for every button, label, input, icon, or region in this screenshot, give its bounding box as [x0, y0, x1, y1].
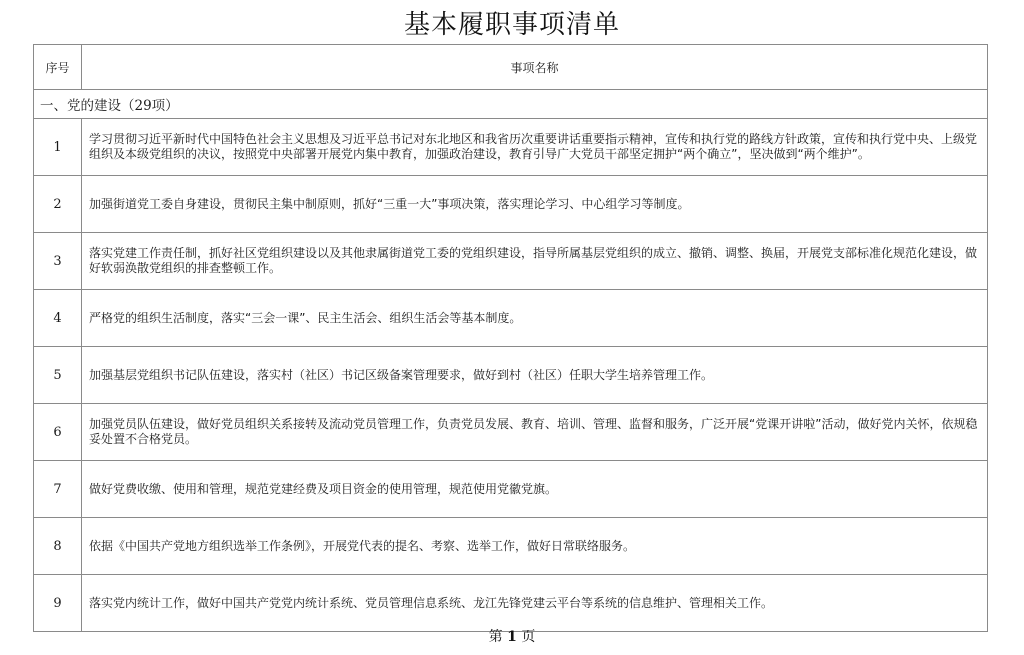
- row-item-text: 严格党的组织生活制度，落实“三会一课”、民主生活会、组织生活会等基本制度。: [82, 290, 988, 347]
- table-row: [34, 461, 988, 518]
- row-number: 1: [34, 119, 82, 176]
- row-item-text: 学习贯彻习近平新时代中国特色社会主义思想及习近平总书记对东北地区和我省历次重要讲话重要指示精神，宣传和执行党的路线方针政策，宣传和执行党中央、上级党组织及本级党组织的决议，按照党中央部署开展党内集中教育，加强政治建设，教育引导广大党员干部坚定拥护“两个确立”，坚决做到“两个维护”。: [82, 119, 988, 176]
- row-number: 8: [34, 518, 82, 575]
- row-item-text: 加强党员队伍建设，做好党员组织关系接转及流动党员管理工作，负责党员发展、教育、培训、管理、监督和服务，广泛开展“党课开讲啦”活动，做好党内关怀，依规稳妥处置不合格党员。: [82, 404, 988, 461]
- row-number: 2: [34, 176, 82, 233]
- table-row: [34, 347, 988, 404]
- table-row: [34, 404, 988, 461]
- table-header-row: [34, 45, 988, 90]
- row-number: 3: [34, 233, 82, 290]
- row-item-text: 落实党内统计工作，做好中国共产党党内统计系统、党员管理信息系统、龙江先锋党建云平台等系统的信息维护、管理相关工作。: [82, 575, 988, 632]
- header-serial-number: 序号: [34, 45, 82, 90]
- row-item-text: 加强街道党工委自身建设，贯彻民主集中制原则，抓好“三重一大”事项决策，落实理论学习、中心组学习等制度。: [82, 176, 988, 233]
- page-footer: [0, 626, 1024, 646]
- table-row: [34, 518, 988, 575]
- table-row: [34, 119, 988, 176]
- page-number: 1: [507, 629, 517, 645]
- table-row: [34, 176, 988, 233]
- row-number: 4: [34, 290, 82, 347]
- footer-prefix: 第: [488, 629, 503, 645]
- header-item-name: 事项名称: [82, 45, 988, 90]
- row-item-text: 落实党建工作责任制，抓好社区党组织建设以及其他隶属街道党工委的党组织建设，指导所属基层党组织的成立、撤销、调整、换届，开展党支部标准化规范化建设，做好软弱涣散党组织的排查整顿工作。: [82, 233, 988, 290]
- row-item-text: 加强基层党组织书记队伍建设，落实村（社区）书记区级备案管理要求，做好到村（社区）任职大学生培养管理工作。: [82, 347, 988, 404]
- row-number: 7: [34, 461, 82, 518]
- footer-suffix: 页: [521, 629, 536, 645]
- table-row: [34, 233, 988, 290]
- table-row: [34, 290, 988, 347]
- row-item-text: 依据《中国共产党地方组织选举工作条例》，开展党代表的提名、考察、选举工作，做好日常联络服务。: [82, 518, 988, 575]
- row-item-text: 做好党费收缴、使用和管理，规范党建经费及项目资金的使用管理，规范使用党徽党旗。: [82, 461, 988, 518]
- document-title: 基本履职事项清单: [403, 10, 620, 40]
- duty-list-table: [33, 44, 988, 632]
- section-heading: 一、党的建设（29项）: [34, 90, 988, 119]
- section-row: [34, 90, 988, 119]
- row-number: 5: [34, 347, 82, 404]
- table-row: [34, 575, 988, 632]
- row-number: 6: [34, 404, 82, 461]
- row-number: 9: [34, 575, 82, 632]
